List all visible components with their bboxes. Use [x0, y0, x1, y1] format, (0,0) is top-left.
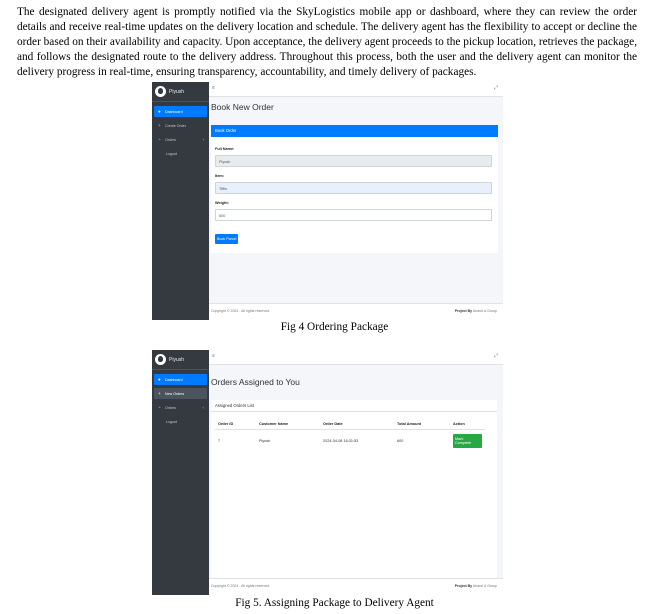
- orders-table: [215, 419, 485, 452]
- top-navbar: [209, 82, 503, 97]
- expand-icon[interactable]: ⤢: [493, 353, 498, 359]
- sidebar-item-label: Orders: [165, 405, 176, 410]
- fig5-caption: Fig 5. Assigning Package to Delivery Agent: [235, 597, 434, 609]
- column-header: Customer Name: [256, 419, 320, 430]
- clock-icon: ◔: [158, 137, 161, 142]
- user-avatar-icon: [155, 86, 166, 97]
- fig4-screenshot: [152, 82, 503, 320]
- sidebar-item-orders[interactable]: [154, 402, 207, 413]
- hamburger-icon[interactable]: ≡: [212, 353, 215, 359]
- mark-complete-button[interactable]: Mark Complete: [453, 434, 482, 448]
- footer: [209, 578, 503, 595]
- sidebar-item-label: Create Order: [165, 123, 186, 128]
- card-header: Assigned Orders List: [211, 400, 497, 412]
- sidebar-item-dashboard[interactable]: [154, 106, 207, 117]
- book-order-card: [211, 125, 498, 253]
- clock-icon: ◔: [158, 405, 161, 410]
- weight-field[interactable]: 600: [215, 209, 492, 221]
- credits-name: Anand & Group: [472, 309, 497, 313]
- order-id-cell: 7: [218, 439, 221, 443]
- user-icon: ●: [158, 377, 161, 382]
- sidebar-item-label: Dashboard: [165, 109, 183, 114]
- customer-name-cell: Piyush: [259, 439, 271, 443]
- total-amount-cell: 600: [397, 439, 404, 443]
- weight-label: Weight:: [215, 201, 229, 205]
- table-header-row: [215, 419, 485, 430]
- sidebar: [152, 82, 209, 320]
- credits-text: [455, 309, 497, 313]
- top-navbar: [209, 350, 503, 365]
- sidebar-item-logout[interactable]: [154, 416, 207, 427]
- brand-name: Piyush: [169, 356, 185, 363]
- book-parcel-button[interactable]: Book Parcel: [215, 234, 238, 244]
- page-title: Orders Assigned to You: [211, 377, 300, 387]
- credits-name: Anand & Group: [472, 584, 497, 588]
- sidebar-item-label: New Orders: [165, 391, 185, 396]
- item-label: Item:: [215, 174, 225, 178]
- page-title: Book New Order: [211, 102, 274, 112]
- user-icon: ●: [158, 109, 161, 114]
- main-content: [209, 350, 503, 595]
- credits-text: [455, 584, 497, 588]
- action-cell: [450, 430, 485, 453]
- footer: [209, 303, 503, 320]
- item-field[interactable]: Tiffin: [215, 182, 492, 194]
- expand-icon[interactable]: ⤢: [493, 85, 498, 91]
- brand[interactable]: [152, 350, 209, 370]
- credits-label: Project By: [454, 584, 473, 588]
- chevron-left-icon: ‹: [202, 137, 204, 142]
- hamburger-icon[interactable]: ≡: [212, 85, 215, 91]
- full-name-field[interactable]: Piyush: [215, 155, 492, 167]
- sidebar-item-orders[interactable]: [154, 134, 207, 145]
- brand-name: Piyush: [169, 88, 185, 95]
- fig4-caption: Fig 4 Ordering Package: [280, 321, 389, 333]
- user-avatar-icon: [155, 354, 166, 365]
- card-header: Book Order: [211, 125, 498, 137]
- column-header: Total Amount: [394, 419, 450, 430]
- sidebar-item-label: Orders: [165, 137, 176, 142]
- sidebar: [152, 350, 209, 595]
- body-paragraph: The designated delivery agent is promptly notified via the SkyLogistics mobile app or dashboard, where they can review the order details and receive real-time updates on the delivery location and schedule. The delivery agent has the flexibility to accept or decline the order based on their availability and capacity. Upon acceptance, the delivery agent proceeds to the pickup location, retrieves the package, and follows the designated route to the delivery address. Throughout this process, both the user and the delivery agent can monitor the delivery progress in real-time, ensuring transparency, accountability, and timely delivery of packages.: [17, 6, 638, 78]
- copyright-text: Copyright © 2024 . All rights reserved.: [211, 584, 270, 588]
- sidebar-item-new-orders[interactable]: [154, 388, 207, 399]
- main-content: [209, 82, 503, 320]
- sidebar-item-label: Logout: [166, 151, 177, 156]
- order-date-cell: 2024-04-08 16:31:53: [323, 439, 359, 443]
- plus-icon: +: [158, 123, 161, 128]
- full-name-label: Full Name:: [215, 147, 235, 151]
- sidebar-item-dashboard[interactable]: [154, 374, 207, 385]
- sidebar-item-label: Logout: [166, 419, 177, 424]
- fig5-screenshot: [152, 350, 503, 595]
- sidebar-item-label: Dashboard: [165, 377, 183, 382]
- plus-icon: +: [158, 391, 161, 396]
- column-header: Order ID: [215, 419, 256, 430]
- column-header: Action: [450, 419, 485, 430]
- table-row: [215, 430, 485, 453]
- assigned-orders-card: [211, 400, 497, 578]
- copyright-text: Copyright © 2024 . All rights reserved.: [211, 309, 270, 313]
- credits-label: Project By: [454, 309, 473, 313]
- column-header: Order Date: [320, 419, 394, 430]
- sidebar-item-create-order[interactable]: [154, 120, 207, 131]
- chevron-left-icon: ‹: [202, 405, 204, 410]
- sidebar-item-logout[interactable]: [154, 148, 207, 159]
- brand[interactable]: [152, 82, 209, 102]
